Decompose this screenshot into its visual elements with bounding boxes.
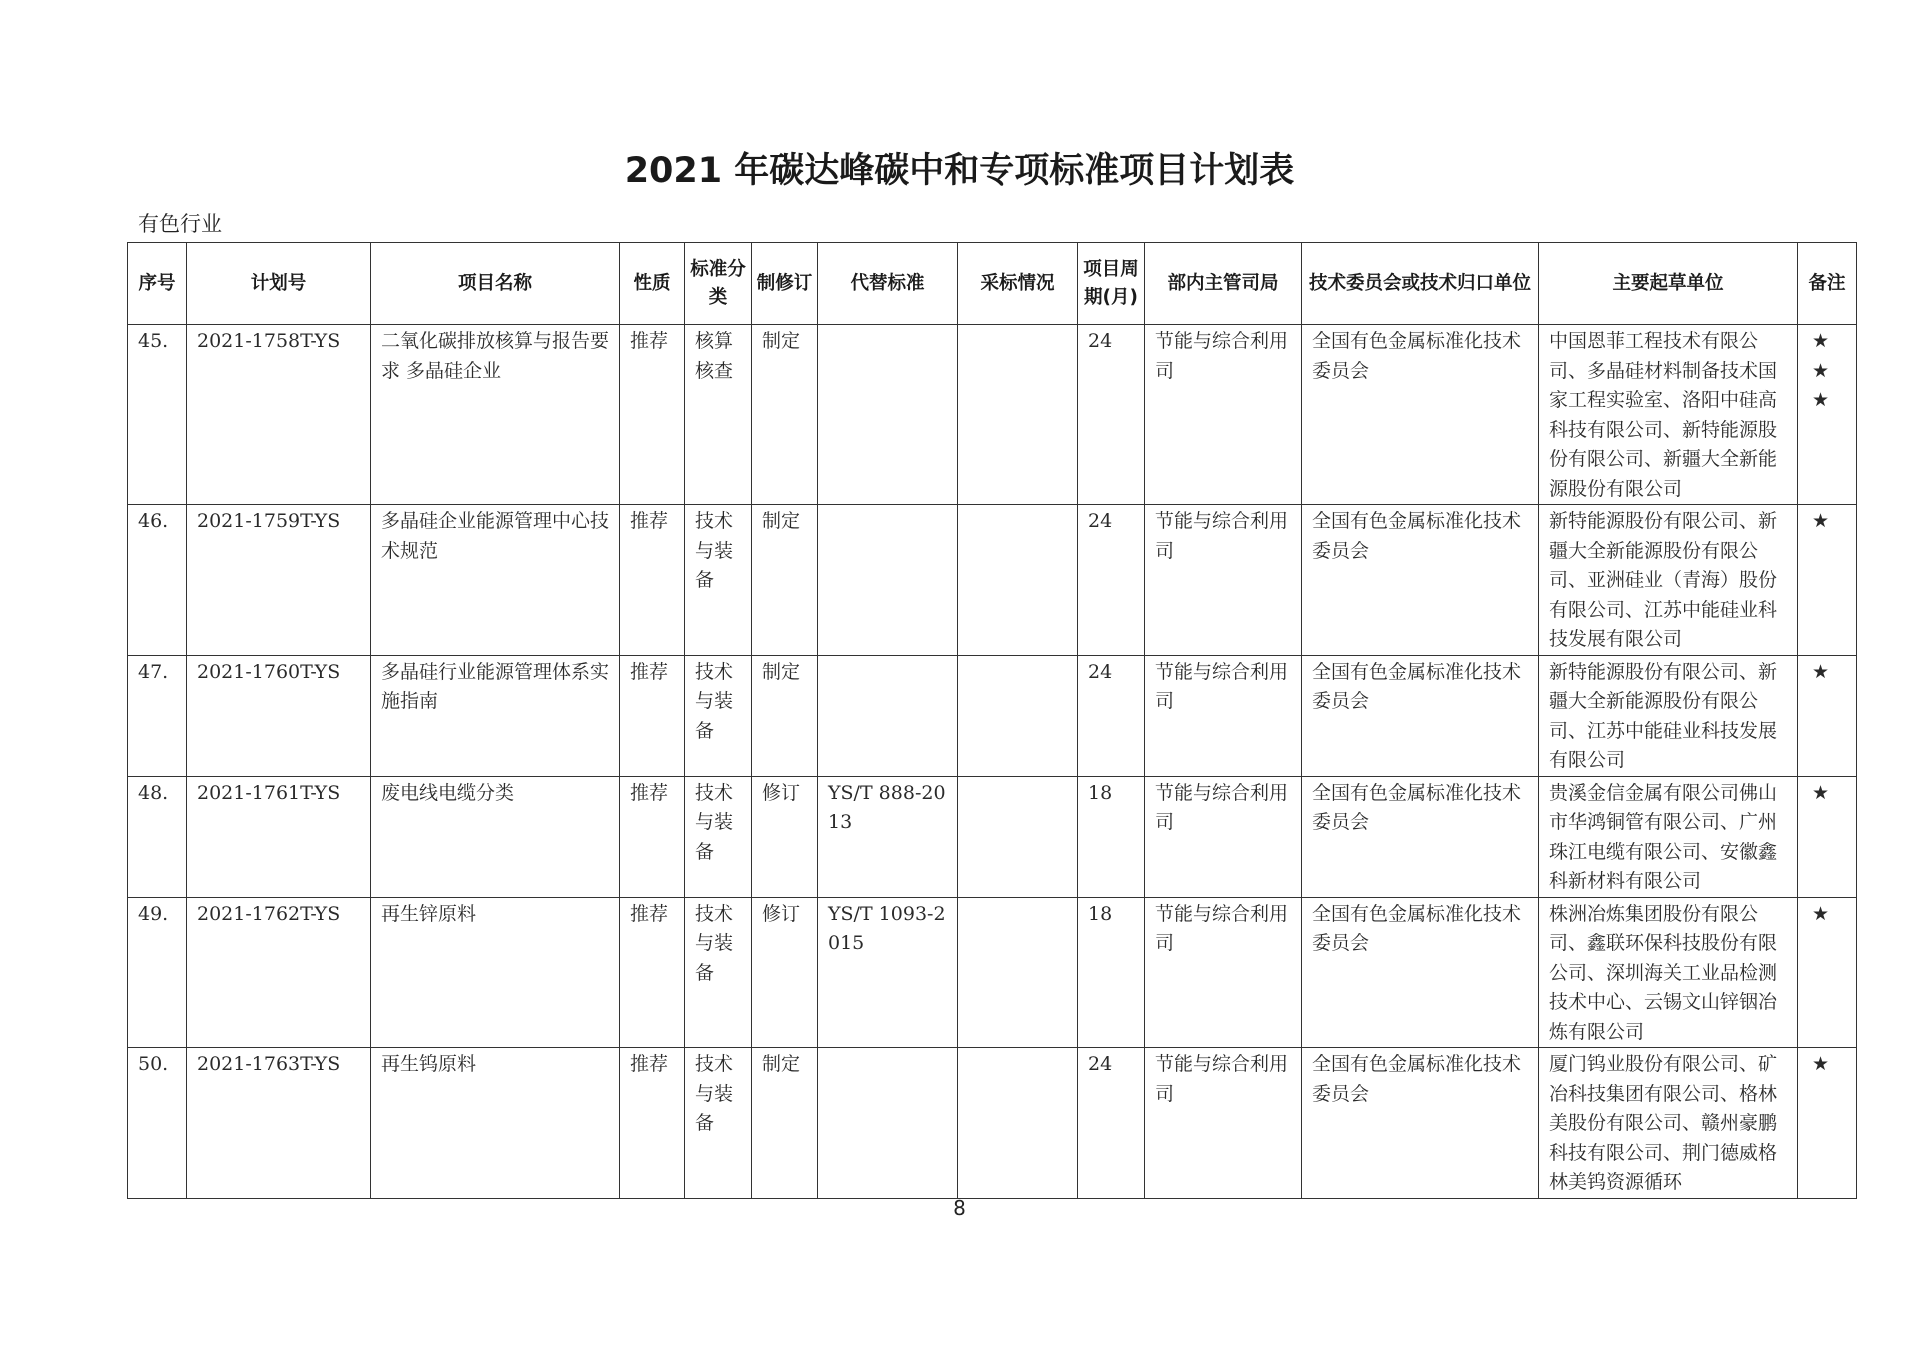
cell-period: 24 [1078, 1048, 1145, 1199]
cell-category: 技术与装备 [685, 776, 752, 897]
table-header-row [128, 243, 1857, 325]
cell-replaces [818, 325, 958, 505]
cell-replaces: YS/T 888-2013 [818, 776, 958, 897]
cell-nature: 推荐 [620, 325, 685, 505]
cell-revision: 制定 [752, 505, 818, 656]
cell-revision: 制定 [752, 1048, 818, 1199]
table-row [128, 505, 1857, 656]
header-adoption: 采标情况 [958, 243, 1078, 325]
cell-remarks [1798, 776, 1857, 897]
cell-seq: 48. [128, 776, 187, 897]
cell-committee: 全国有色金属标准化技术委员会 [1302, 655, 1539, 776]
cell-adoption [958, 1048, 1078, 1199]
star-mark: ★ [1812, 1053, 1830, 1075]
cell-committee: 全国有色金属标准化技术委员会 [1302, 505, 1539, 656]
table-row [128, 1048, 1857, 1199]
star-mark: ★ [1812, 660, 1830, 683]
header-nature: 性质 [620, 243, 685, 325]
cell-department: 节能与综合利用司 [1145, 1048, 1302, 1199]
cell-remarks [1798, 655, 1857, 776]
star-mark: ★ [1812, 510, 1830, 532]
cell-committee: 全国有色金属标准化技术委员会 [1302, 1048, 1539, 1199]
star-mark: ★ [1812, 359, 1830, 382]
cell-seq: 46. [128, 505, 187, 656]
table-row [128, 655, 1857, 776]
industry-label: 有色行业 [138, 212, 222, 236]
cell-period: 24 [1078, 325, 1145, 505]
cell-replaces [818, 505, 958, 656]
cell-period: 24 [1078, 505, 1145, 656]
cell-remarks [1798, 505, 1857, 656]
cell-revision: 制定 [752, 325, 818, 505]
cell-plan-no: 2021-1759T-YS [187, 505, 371, 656]
cell-adoption [958, 655, 1078, 776]
cell-nature: 推荐 [620, 1048, 685, 1199]
cell-drafters: 株洲冶炼集团股份有限公司、鑫联环保科技股份有限公司、深圳海关工业品检测技术中心、云锡文山锌铟冶炼有限公司 [1539, 897, 1798, 1048]
cell-category: 核算核查 [685, 325, 752, 505]
star-mark: ★ [1812, 330, 1830, 352]
cell-remarks [1798, 1048, 1857, 1199]
cell-department: 节能与综合利用司 [1145, 897, 1302, 1048]
cell-seq: 45. [128, 325, 187, 505]
cell-nature: 推荐 [620, 655, 685, 776]
cell-project-name: 再生钨原料 [371, 1048, 620, 1199]
cell-department: 节能与综合利用司 [1145, 325, 1302, 505]
header-period: 项目周期(月) [1078, 243, 1145, 325]
header-committee: 技术委员会或技术归口单位 [1302, 243, 1539, 325]
header-remarks: 备注 [1798, 243, 1857, 325]
cell-drafters: 贵溪金信金属有限公司佛山市华鸿铜管有限公司、广州珠江电缆有限公司、安徽鑫科新材料有限公司 [1539, 776, 1798, 897]
cell-committee: 全国有色金属标准化技术委员会 [1302, 776, 1539, 897]
cell-replaces [818, 655, 958, 776]
star-mark: ★ [1812, 781, 1830, 804]
cell-department: 节能与综合利用司 [1145, 505, 1302, 656]
cell-drafters: 厦门钨业股份有限公司、矿冶科技集团有限公司、格林美股份有限公司、赣州豪鹏科技有限公司、荆门德威格林美钨资源循环 [1539, 1048, 1798, 1199]
cell-category: 技术与装备 [685, 655, 752, 776]
page-title: 2021 年碳达峰碳中和专项标准项目计划表 [624, 151, 1295, 191]
cell-revision: 修订 [752, 897, 818, 1048]
cell-period: 18 [1078, 897, 1145, 1048]
cell-revision: 修订 [752, 776, 818, 897]
cell-plan-no: 2021-1758T-YS [187, 325, 371, 505]
table-row [128, 776, 1857, 897]
cell-drafters: 中国恩菲工程技术有限公司、多晶硅材料制备技术国家工程实验室、洛阳中硅高科技有限公司、新特能源股份有限公司、新疆大全新能源股份有限公司 [1539, 325, 1798, 505]
cell-project-name: 废电线电缆分类 [371, 776, 620, 897]
cell-project-name: 二氧化碳排放核算与报告要求 多晶硅企业 [371, 325, 620, 505]
cell-replaces [818, 1048, 958, 1199]
header-replaces: 代替标准 [818, 243, 958, 325]
table-row [128, 325, 1857, 505]
cell-adoption [958, 897, 1078, 1048]
cell-nature: 推荐 [620, 776, 685, 897]
standards-plan-table [127, 242, 1857, 1199]
cell-period: 24 [1078, 655, 1145, 776]
cell-nature: 推荐 [620, 897, 685, 1048]
header-revision: 制修订 [752, 243, 818, 325]
table-row [128, 897, 1857, 1048]
cell-committee: 全国有色金属标准化技术委员会 [1302, 325, 1539, 505]
cell-plan-no: 2021-1763T-YS [187, 1048, 371, 1199]
cell-plan-no: 2021-1760T-YS [187, 655, 371, 776]
star-mark: ★ [1812, 902, 1830, 925]
header-plan-no: 计划号 [187, 243, 371, 325]
cell-category: 技术与装备 [685, 1048, 752, 1199]
page-number: 8 [953, 1196, 966, 1220]
cell-seq: 50. [128, 1048, 187, 1199]
cell-drafters: 新特能源股份有限公司、新疆大全新能源股份有限公司、江苏中能硅业科技发展有限公司 [1539, 655, 1798, 776]
cell-project-name: 再生锌原料 [371, 897, 620, 1048]
cell-seq: 47. [128, 655, 187, 776]
cell-nature: 推荐 [620, 505, 685, 656]
cell-plan-no: 2021-1761T-YS [187, 776, 371, 897]
cell-project-name: 多晶硅企业能源管理中心技术规范 [371, 505, 620, 656]
star-mark: ★ [1812, 389, 1830, 411]
header-seq: 序号 [128, 243, 187, 325]
cell-plan-no: 2021-1762T-YS [187, 897, 371, 1048]
cell-category: 技术与装备 [685, 505, 752, 656]
cell-adoption [958, 325, 1078, 505]
cell-seq: 49. [128, 897, 187, 1048]
cell-remarks [1798, 325, 1857, 505]
header-drafters: 主要起草单位 [1539, 243, 1798, 325]
cell-adoption [958, 505, 1078, 656]
cell-department: 节能与综合利用司 [1145, 776, 1302, 897]
cell-period: 18 [1078, 776, 1145, 897]
cell-replaces: YS/T 1093-2015 [818, 897, 958, 1048]
cell-department: 节能与综合利用司 [1145, 655, 1302, 776]
header-department: 部内主管司局 [1145, 243, 1302, 325]
cell-revision: 制定 [752, 655, 818, 776]
cell-adoption [958, 776, 1078, 897]
cell-project-name: 多晶硅行业能源管理体系实施指南 [371, 655, 620, 776]
cell-category: 技术与装备 [685, 897, 752, 1048]
cell-remarks [1798, 897, 1857, 1048]
header-category: 标准分类 [685, 243, 752, 325]
cell-drafters: 新特能源股份有限公司、新疆大全新能源股份有限公司、亚洲硅业（青海）股份有限公司、江苏中能硅业科技发展有限公司 [1539, 505, 1798, 656]
cell-committee: 全国有色金属标准化技术委员会 [1302, 897, 1539, 1048]
header-project-name: 项目名称 [371, 243, 620, 325]
